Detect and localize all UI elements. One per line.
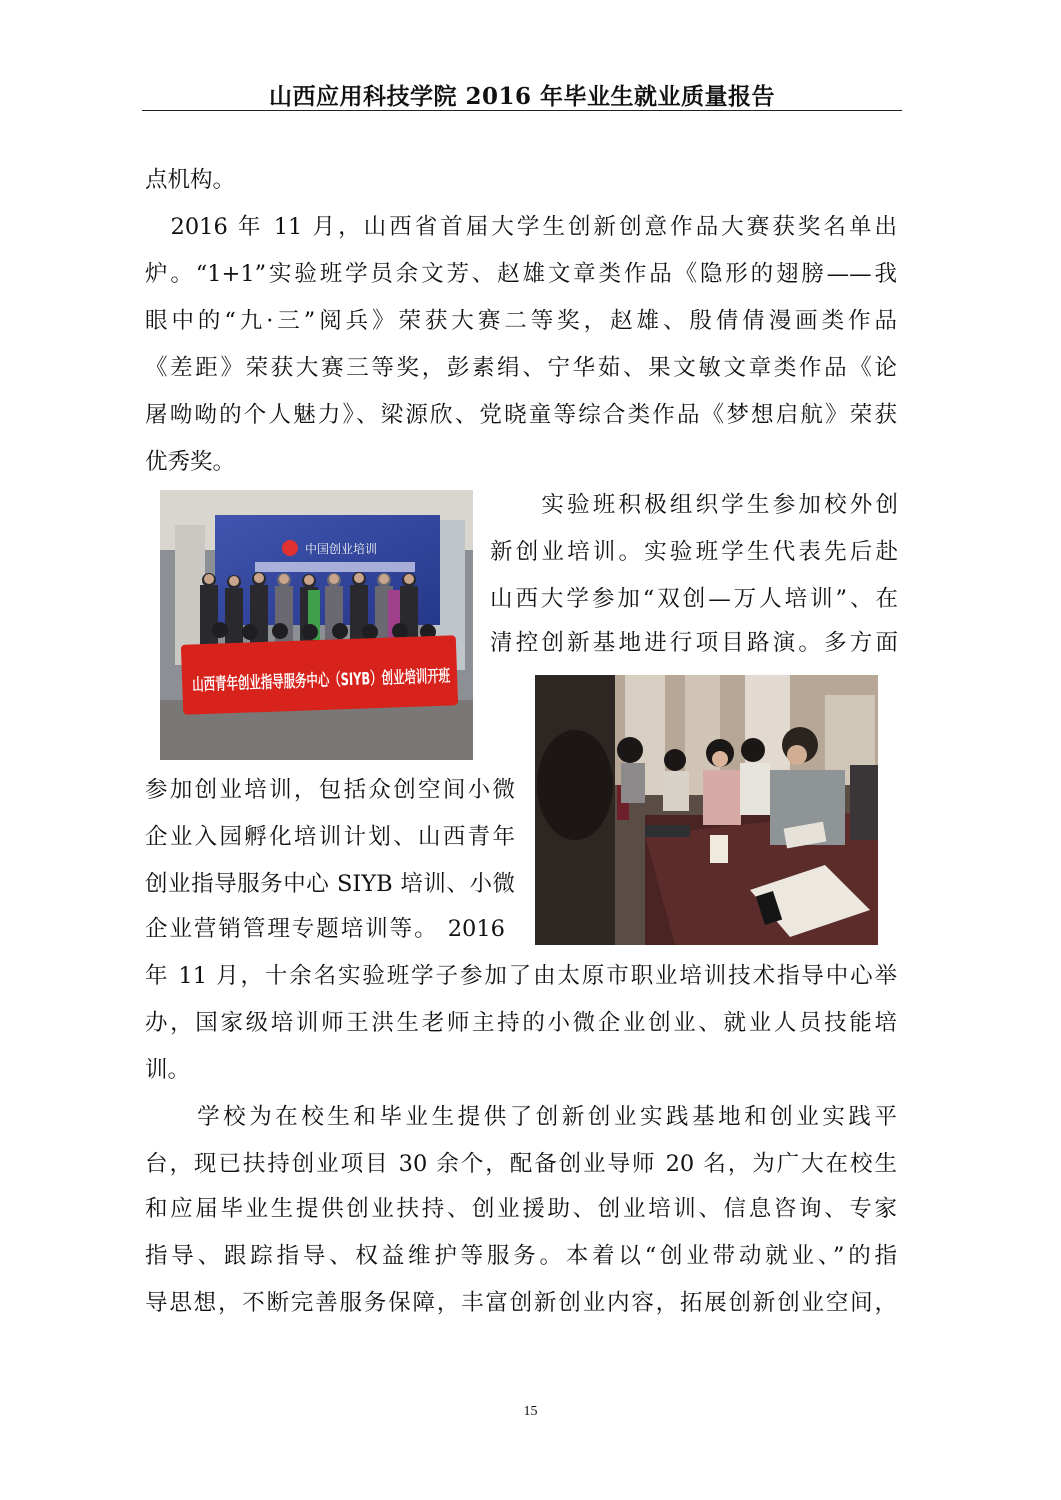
text-line: 山西大学参加“双创—万人培训”、在 bbox=[490, 586, 898, 612]
banner-text: 山西青年创业指导服务中心（SIYB）创业培训开班 bbox=[191, 662, 577, 696]
text-line: 《差距》荣获大赛三等奖，彭素绢、宁华茹、果文敏文章类作品《论 bbox=[145, 355, 897, 381]
page-header-title: 山西应用科技学院 2016 年毕业生就业质量报告 bbox=[268, 83, 776, 110]
text-line: 创业指导服务中心 SIYB 培训、小微 bbox=[145, 871, 515, 897]
text-line: 训。 bbox=[145, 1057, 191, 1083]
text-line: 屠呦呦的个人魅力》、梁源欣、党晓童等综合类作品《梦想启航》荣获 bbox=[145, 402, 897, 428]
text-line: 指导、跟踪指导、权益维护等服务。本着以“创业带动就业、”的指 bbox=[145, 1243, 897, 1269]
text-line: 台，现已扶持创业项目 30 余个，配备创业导师 20 名，为广大在校生 bbox=[145, 1151, 897, 1177]
page-number: 15 bbox=[523, 1404, 538, 1419]
header-divider bbox=[142, 110, 902, 111]
text-line: 企业营销管理专题培训等。 2016 bbox=[145, 916, 505, 942]
text-line: 眼中的“九·三”阅兵》荣获大赛二等奖，赵雄、殷倩倩漫画类作品 bbox=[145, 308, 897, 334]
text-line: 企业入园孵化培训计划、山西青年 bbox=[145, 824, 515, 850]
text-line: 2016 年 11 月，山西省首届大学生创新创意作品大赛获奖名单出 bbox=[145, 214, 897, 240]
text-line: 点机构。 bbox=[145, 167, 236, 193]
text-line: 和应届毕业生提供创业扶持、创业援助、创业培训、信息咨询、专家 bbox=[145, 1196, 897, 1222]
text-line: 优秀奖。 bbox=[145, 449, 236, 475]
meeting-photo bbox=[535, 675, 878, 945]
text-line: 实验班积极组织学生参加校外创 bbox=[490, 492, 898, 518]
text-line: 导思想，不断完善服务保障，丰富创新创业内容，拓展创新创业空间， bbox=[145, 1290, 897, 1316]
text-line: 新创业培训。实验班学生代表先后赴 bbox=[490, 539, 898, 565]
text-line: 炉。“1+1”实验班学员余文芳、赵雄文章类作品《隐形的翅膀——我 bbox=[145, 261, 897, 287]
text-line: 学校为在校生和毕业生提供了创新创业实践基地和创业实践平 bbox=[145, 1104, 897, 1130]
training-group-photo bbox=[160, 490, 577, 760]
text-line: 清控创新基地进行项目路演。多方面 bbox=[490, 630, 898, 656]
text-line: 办，国家级培训师王洪生老师主持的小微企业创业、就业人员技能培 bbox=[145, 1010, 897, 1036]
backdrop-text: 中国创业培训 bbox=[305, 542, 378, 556]
text-line: 年 11 月，十余名实验班学子参加了由太原市职业培训技术指导中心举 bbox=[145, 963, 897, 989]
text-line: 参加创业培训，包括众创空间小微 bbox=[145, 777, 515, 803]
